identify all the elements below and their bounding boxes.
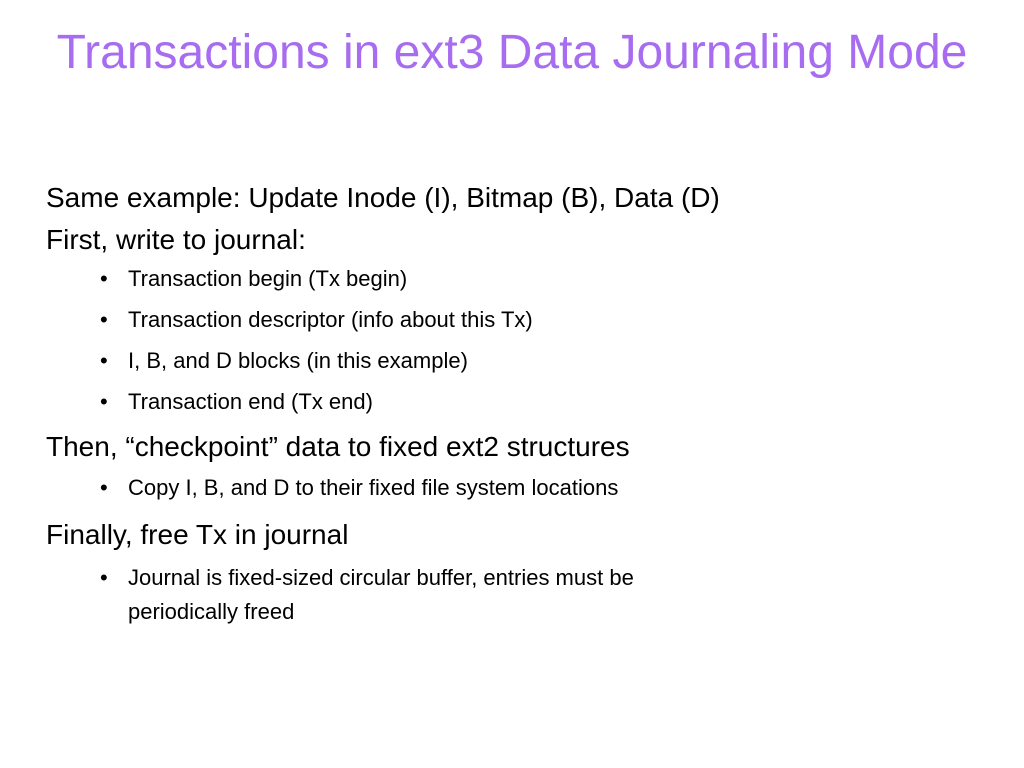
slide-body bbox=[46, 180, 986, 629]
bullet-glyph: • bbox=[100, 389, 108, 414]
list-item bbox=[46, 307, 986, 333]
journal-steps-list bbox=[46, 266, 986, 415]
bullet-glyph: • bbox=[100, 565, 108, 590]
list-item-text: Transaction begin (Tx begin) bbox=[128, 266, 408, 291]
checkpoint-list bbox=[46, 475, 986, 501]
list-item-text: Copy I, B, and D to their fixed file system locations bbox=[128, 475, 619, 500]
list-item-text: Transaction end (Tx end) bbox=[128, 389, 373, 414]
list-item-text: Transaction descriptor (info about this Tx) bbox=[128, 307, 533, 332]
bullet-level1-same-example: Same example: Update Inode (I), Bitmap (B), Data (D) bbox=[46, 182, 720, 213]
bullet-level1-write-journal: First, write to journal: bbox=[46, 224, 306, 255]
list-item-text: I, B, and D blocks (in this example) bbox=[128, 348, 468, 373]
list-item bbox=[46, 266, 986, 292]
slide-title: Transactions in ext3 Data Journaling Mode bbox=[56, 26, 968, 79]
bullet-level1-free-tx: Finally, free Tx in journal bbox=[46, 519, 349, 550]
bullet-glyph: • bbox=[100, 307, 108, 332]
bullet-glyph: • bbox=[100, 348, 108, 373]
bullet-glyph: • bbox=[100, 266, 108, 291]
list-item bbox=[46, 348, 986, 374]
list-item bbox=[46, 389, 986, 415]
bullet-level1-checkpoint: Then, “checkpoint” data to fixed ext2 structures bbox=[46, 431, 630, 462]
free-tx-list bbox=[46, 561, 986, 629]
list-item bbox=[46, 475, 986, 501]
bullet-glyph: • bbox=[100, 475, 108, 500]
list-item bbox=[46, 561, 728, 629]
list-item-text: Journal is fixed-sized circular buffer, entries must be periodically freed bbox=[128, 565, 634, 624]
